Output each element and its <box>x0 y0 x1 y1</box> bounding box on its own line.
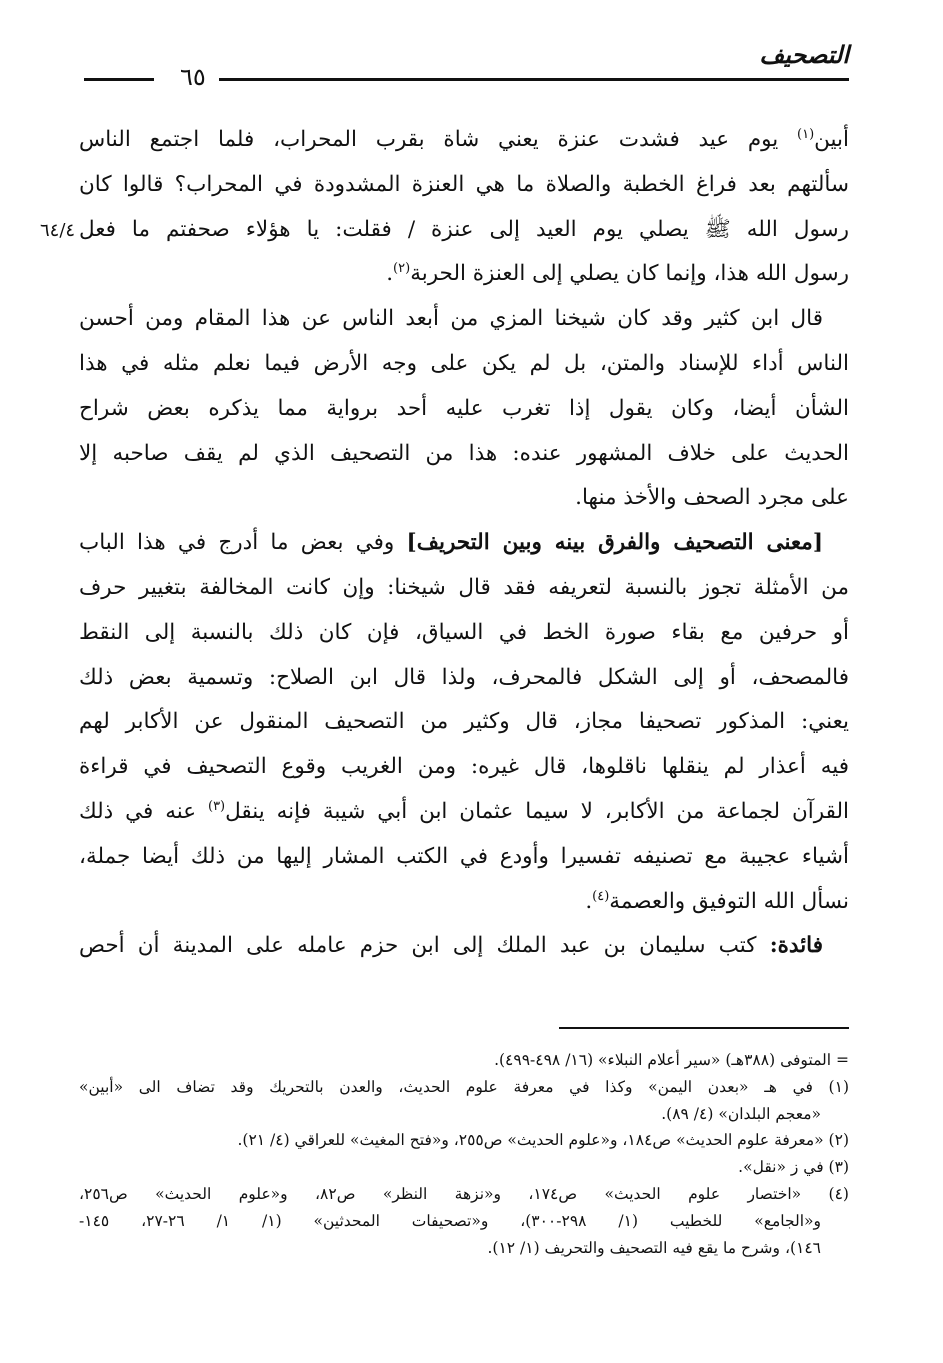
text-line: الحديث على خلاف المشهور عنده: هذا من التصحيف الذي لم يقف صاحبه إلا <box>79 440 849 466</box>
text-line: القرآن لجماعة من الأكابر، لا سيما عثمان ابن أبي شيبة فإنه ينقل$^{(٣)}$ عنه في ذلك <box>79 798 849 824</box>
text-line: فائدة: كتب سليمان بن عبد الملك إلى ابن حزم عامله على المدينة أن أحص <box>79 933 824 959</box>
main-text <box>79 118 849 969</box>
text-line: فالمصحف، أو إلى الشكل فالمحرف، ولذا قال ابن الصلاح: وتسمية بعض ذلك <box>79 664 849 690</box>
benefit-label: فائدة: <box>769 933 824 959</box>
footnote-line: «معجم البلدان» (٤/ ٨٩). <box>661 1104 821 1123</box>
text-line: نسأل الله التوفيق والعصمة$^{(٤)}$. <box>585 888 849 914</box>
text-line: قال ابن كثير وقد كان شيخنا المزي من أبعد الناس عن هذا المقام ومن أحسن <box>79 306 823 332</box>
footnote-line: ١٤٦)، وشرح ما يقع فيه التصحيف والتحريف (١/ ١٢). <box>487 1238 821 1257</box>
footnote-line: = المتوفى (٣٨٨هـ) «سير أعلام النبلاء» (١٦/ ٤٩٨-٤٩٩). <box>494 1051 849 1069</box>
footnote-line: (٣) في ز «نقل». <box>738 1158 849 1177</box>
section-heading: [معنى التصحيف والفرق بينه وبين التحريف] <box>406 530 823 556</box>
header-rule <box>219 78 849 81</box>
text-line: من الأمثلة تجوز بالنسبة لتعريفه فقد قال شيخنا: وإن كانت المخالفة بتغيير حرف <box>79 574 849 600</box>
text-line: الناس أداء للإسناد والمتن، بل لم يكن على وجه الأرض فيما نعلم مثله في هذا <box>79 350 849 376</box>
footnote-marker: (١) <box>797 126 815 142</box>
footnote-marker: (٣) <box>207 798 226 814</box>
footnote-line: (١) في هـ «بعدن اليمن» وكذا في معرفة علوم الحديث، والعدن بالتحريك وقد تضاف الى «أبين» <box>79 1077 849 1096</box>
text-line: فيه أعذار لم ينقلها ناقلوها، قال غيره: ومن الغريب وقوع التصحيف في قراءة <box>79 754 849 780</box>
header-rule-short <box>84 78 154 81</box>
page-number: ٦٥ <box>180 63 206 91</box>
footnote-marker: (٢) <box>393 261 411 277</box>
text-line: رسول الله ﷺ يصلي يوم العيد إلى عنزة / فقلت: يا هؤلاء صحفتم ما فعل <box>79 216 849 242</box>
text-line: أشياء عجيبة مع تصنيفه تفسيرا وأودع في الكتب المشار إليها من ذلك أيضا جملة، <box>79 843 849 869</box>
text-line: أو حرفين مع بقاء صورة الخط في السياق، فإن كان ذلك بالنسبة إلى النقط <box>79 619 849 645</box>
text-line: سألتهم بعد فراغ الخطبة والصلاة ما هي العنزة المشدودة في المحراب؟ قالوا كان <box>79 171 849 197</box>
footnote-marker: (٤) <box>592 888 610 904</box>
footnote-line: و«الجامع» للخطيب (١/ ٢٩٨-٣٠٠)، و«تصحيفات المحدثين» (١/ ١/ ٢٦-٢٧، ١٤٥- <box>79 1211 821 1230</box>
footnote-line: (٢) «معرفة علوم الحديث» ص١٨٤، و«علوم الحديث» ص٢٥٥، و«فتح المغيث» للعراقي (٤/ ٢١). <box>237 1131 849 1150</box>
text-line: الشأن أيضا، وكان يقول إذا تغرب عليه أحد برواية مما يذكره بعض شراح <box>79 395 849 421</box>
footnotes <box>79 1047 849 1261</box>
running-title: التصحيف <box>759 40 849 69</box>
text-line: على مجرد الصحف والأخذ منها. <box>575 485 849 511</box>
text-line: [معنى التصحيف والفرق بينه وبين التحريف] وفي بعض ما أدرج في هذا الباب <box>79 530 823 556</box>
text-line: رسول الله هذا، وإنما كان يصلي إلى العنزة الحربة$^{(٢)}$. <box>386 261 849 287</box>
footnote-line: (٤) «اختصار علوم الحديث» ص١٧٤، و«نزهة النظر» ص٨٢، و«علوم الحديث» ص٢٥٦، <box>79 1184 849 1203</box>
footnote-rule <box>559 1027 849 1029</box>
text-line: يعني: المذكور تصحيفا مجاز، قال وكثير من التصحيف المنقول عن الأكابر لهم <box>79 709 849 735</box>
text-line: أبين$^{(١)}$ يوم عيد فشدت عنزة يعني شاة بقرب المحراب، فلما اجتمع الناس <box>79 126 849 152</box>
margin-page-reference: ٦٤/٤ <box>40 220 76 241</box>
